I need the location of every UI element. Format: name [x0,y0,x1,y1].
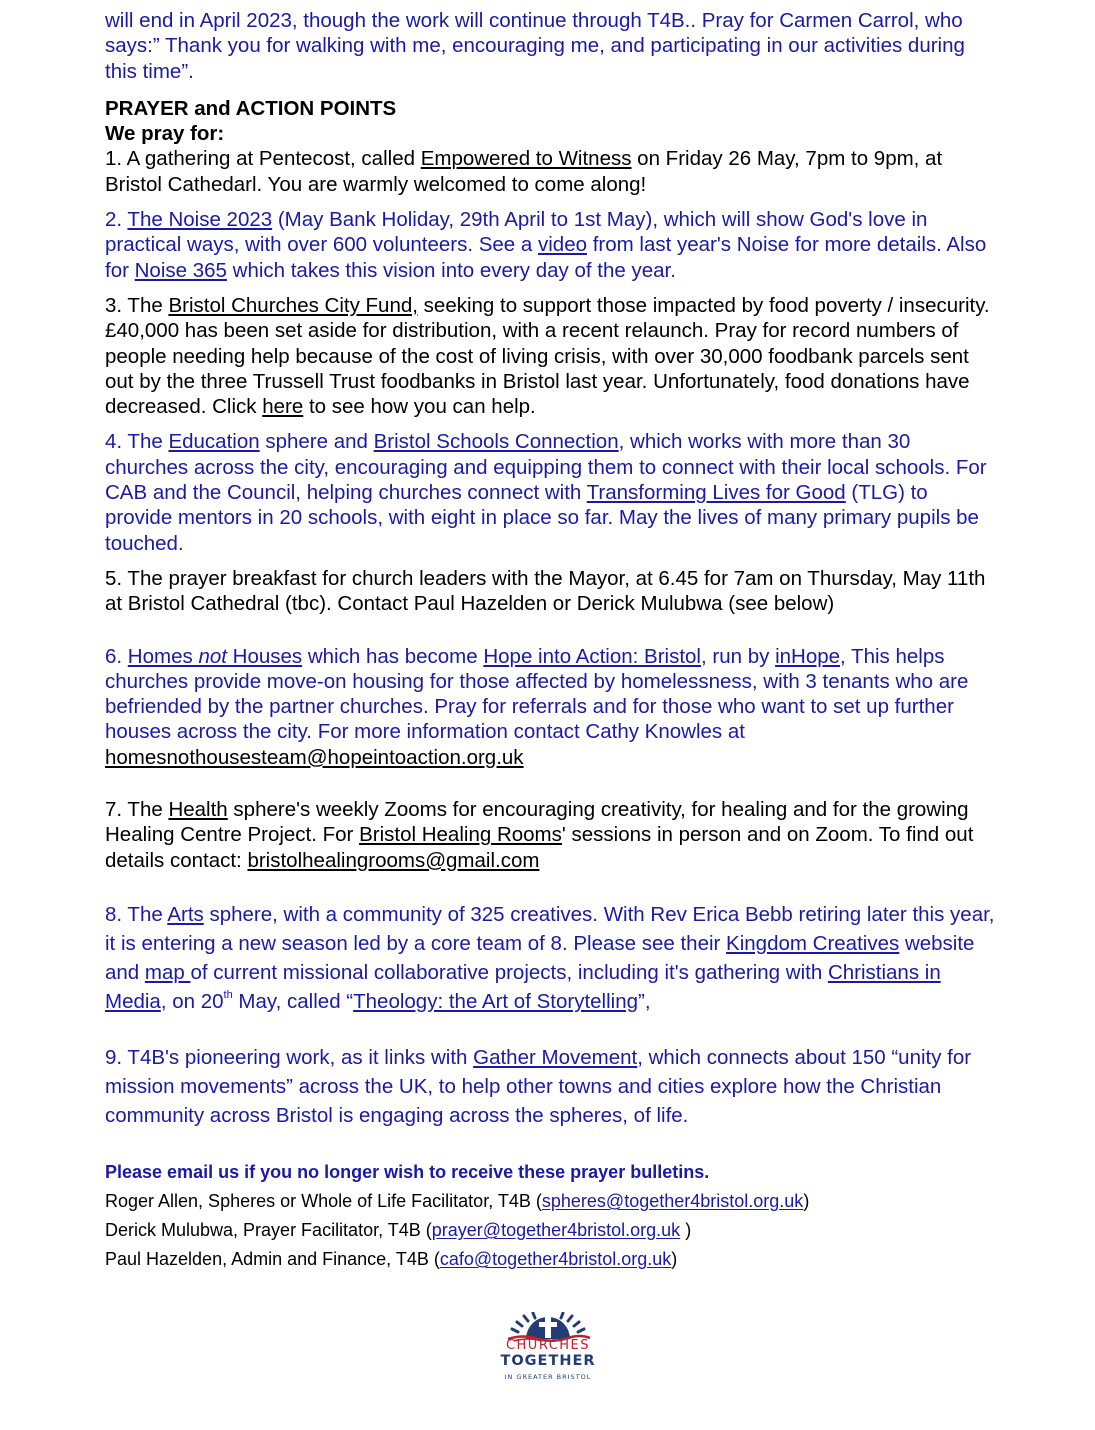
item-4-number: 4. The [105,430,169,454]
gather-movement-link[interactable]: Gather Movement [473,1045,638,1069]
item-5-text: 5. The prayer breakfast for church leaders with the Mayor, at 6.45 for 7am on Thursday, May 11th at Bristol Cathedral (tbc). Contact Paul Hazelden or Derick Mulubwa (see below) [105,566,986,616]
prayer-item-2 [105,207,995,283]
item-4-text: sphere and [259,430,374,454]
contact-2-text: Derick Mulubwa, Prayer Facilitator, T4B ( [105,1219,432,1240]
kingdom-creatives-link[interactable]: Kingdom Creatives [726,931,900,955]
item-8-text-end: ”, [638,989,651,1013]
empowered-to-witness-link[interactable]: Empowered to Witness [420,147,632,171]
not-word: not [198,644,227,668]
health-link[interactable]: Health [168,798,228,822]
item-9-text: 9. T4B's pioneering work, as it links with [105,1045,474,1069]
item-6-text-3: , This helps churches provide move-on housing for those affected by homelessness, with 3 tenants who are befriended by the partner churches. Pray for referrals and for those who want to set up further houses across the city. For more information contact Cathy Knowles at [105,644,969,744]
bristol-schools-connection-link[interactable]: Bristol Schools Connection [373,430,619,454]
bristolhealingrooms-email-link[interactable]: bristolhealingrooms@gmail.com [247,848,540,872]
contact-3-close: ) [671,1248,678,1269]
item-8-text-4: , on 20 [160,989,224,1013]
here-link[interactable]: here [262,395,304,419]
cafo-email-link[interactable]: cafo@together4bristol.org.uk [439,1248,672,1269]
houses-word: Houses [226,644,303,668]
item-4-text-2: , which works with more than 30 churches across the city, encouraging and equipping them to connect with their local schools. For CAB and the Council, helping churches connect with [105,430,987,505]
prayer-item-3 [105,293,995,419]
prayer-item-7 [105,797,995,873]
intro-paragraph [105,8,995,84]
the-noise-2023-link[interactable]: The Noise 2023 [127,208,273,232]
theology-art-of-storytelling-link[interactable]: Theology: the Art of Storytelling [353,989,639,1013]
section-heading: PRAYER and ACTION POINTS [105,96,397,120]
contact-derick-mulubwa [105,1216,995,1245]
item-8-text-3: of current missional collaborative projects, including it's gathering with [190,960,828,984]
item-8-text-2: website and [105,931,975,984]
item-8-number: 8. The [105,902,168,926]
contact-3-text: Paul Hazelden, Admin and Finance, T4B ( [105,1248,440,1269]
item-9-text-end: , which connects about 150 “unity for mission movements” across the UK, to help other towns and cities explore how the Christian community across Bristol is engaging across the spheres, of life. [105,1045,972,1127]
churches-together-logo [468,1312,628,1417]
item-2-text-end: which takes this vision into every day of the year. [226,258,676,282]
arts-link[interactable]: Arts [167,902,204,926]
contact-roger-allen [105,1187,995,1216]
item-6-text: which has become [302,644,484,668]
item-8-text: sphere, with a community of 325 creatives. With Rev Erica Bebb retiring later this year, it is entering a new season led by a core team of 8. Please see their [105,902,995,955]
noise-365-link[interactable]: Noise 365 [134,258,227,282]
map-link[interactable]: map [144,960,191,984]
item-1-text-end: on Friday 26 May, 7pm to 9pm, at Bristol Cathedarl. You are warmly welcomed to come along! [105,147,943,196]
item-7-text: sphere's weekly Zooms for encouraging creativity, for healing and for the growing Healing Centre Project. For [105,798,969,847]
item-7-text-2: ' sessions in person and on Zoom. To find out details contact: [105,823,974,872]
item-2-text: (May Bank Holiday, 29th April to 1st May), which will show God's love in practical ways, with over 600 volunteers. See a [105,208,928,257]
bristol-churches-city-fund-link[interactable]: Bristol Churches City Fund, [168,293,418,317]
item-2-text-2: from last year's Noise for more details. Also for [105,233,987,282]
section-subheading: We pray for: [105,122,225,146]
bristol-healing-rooms-link[interactable]: Bristol Healing Rooms [359,823,562,847]
item-2-number: 2. [105,208,128,232]
ordinal-suffix: th [223,989,233,1002]
item-1-text: 1. A gathering at Pentecost, called [105,147,421,171]
item-3-text-end: to see how you can help. [303,395,536,419]
intro-text: will end in April 2023, though the work will continue through T4B.. Pray for Carmen Carrol, who says:” Thank you for walking with me, encouraging me, and participating in our activities during this time”. [105,9,965,83]
education-link[interactable]: Education [168,430,260,454]
item-6-number: 6. [105,644,128,668]
item-3-text: seeking to support those impacted by food poverty / insecurity. £40,000 has been set aside for distribution, with a recent relaunch. Pray for record numbers of people needing help because of the cost of living crisis, with over 30,000 foodbank parcels sent out by the three Trussell Trust foodbanks in Bristol last year. Unfortunately, food donations have decreased. Click [105,293,990,419]
unsubscribe-note: Please email us if you no longer wish to receive these prayer bulletins. [105,1161,710,1182]
contact-1-close: ) [803,1190,810,1211]
video-link[interactable]: video [538,233,588,257]
prayer-item-8 [105,900,995,1016]
prayer-item-9 [105,1043,995,1130]
hope-into-action-bristol-link[interactable]: Hope into Action: Bristol [483,644,701,668]
item-8-text-5: May, called “ [232,989,354,1013]
contact-1-text: Roger Allen, Spheres or Whole of Life Facilitator, T4B ( [105,1190,542,1211]
inhope-link[interactable]: inHope [775,644,841,668]
prayer-email-link[interactable]: prayer@together4bristol.org.uk [431,1219,681,1240]
item-3-number: 3. The [105,293,169,317]
christians-in-media-link[interactable]: Christians in Media [105,960,941,1013]
spheres-email-link[interactable]: spheres@together4bristol.org.uk [541,1190,804,1211]
homes-word: Homes [127,644,199,668]
prayer-item-1 [105,146,995,197]
bulletin-page [105,8,995,1274]
contact-2-close: ) [680,1219,692,1240]
transforming-lives-for-good-link[interactable]: Transforming Lives for Good [586,481,846,505]
logo-line-2: TOGETHER [500,1353,596,1369]
prayer-item-4 [105,429,995,555]
item-4-text-end: (TLG) to provide mentors in 20 schools, with eight in place so far. May the lives of many primary pupils be touched. [105,481,979,555]
contact-paul-hazelden [105,1245,995,1274]
item-6-text-2: , run by [701,644,776,668]
prayer-item-6 [105,644,995,770]
homesnothouses-email-link[interactable]: homesnothousesteam@hopeintoaction.org.uk [105,745,524,769]
homes-not-houses-link[interactable] [128,645,302,668]
logo-line-3: IN GREATER BRISTOL [504,1373,592,1381]
logo-line-1: CHURCHES [505,1338,591,1353]
prayer-item-5 [105,566,995,617]
item-7-number: 7. The [105,798,169,822]
